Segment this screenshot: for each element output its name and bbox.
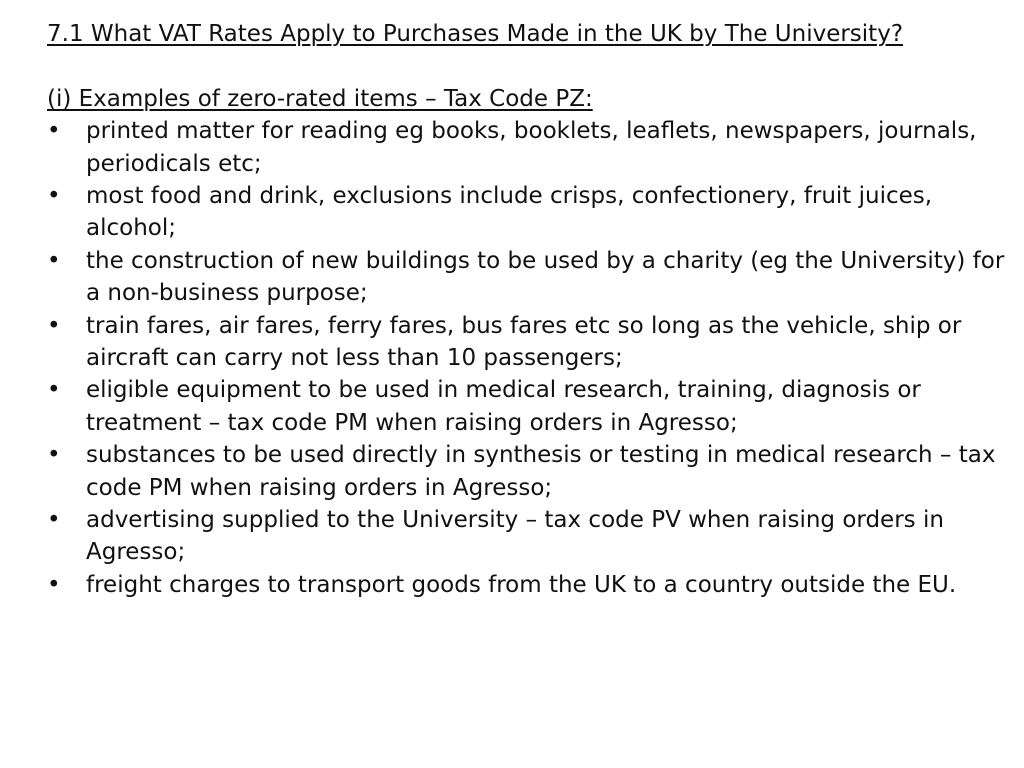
bullet-icon: • bbox=[47, 571, 61, 598]
list-item-text: advertising supplied to the University – tax code PV when raising orders in Agresso; bbox=[86, 507, 944, 566]
bullet-icon: • bbox=[47, 183, 61, 210]
slide-content bbox=[47, 18, 1012, 601]
list-item bbox=[47, 115, 1012, 180]
list-item-text: most food and drink, exclusions include crisps, confectionery, fruit juices, alcohol; bbox=[86, 183, 933, 242]
list-item bbox=[47, 245, 1012, 310]
section-subheading: (i) Examples of zero-rated items – Tax Code PZ: bbox=[47, 85, 593, 112]
bullet-icon: • bbox=[47, 312, 61, 339]
zero-rated-items-list bbox=[47, 115, 1012, 601]
list-item bbox=[47, 569, 1012, 601]
list-item bbox=[47, 374, 1012, 439]
bullet-icon: • bbox=[47, 507, 61, 534]
list-item-text: the construction of new buildings to be used by a charity (eg the University) for a non-business purpose; bbox=[86, 247, 1005, 307]
bullet-icon: • bbox=[47, 377, 61, 404]
list-item bbox=[47, 180, 1012, 245]
bullet-icon: • bbox=[47, 247, 61, 274]
heading-spacer bbox=[47, 50, 1012, 82]
bullet-icon: • bbox=[47, 442, 61, 469]
list-item-text: eligible equipment to be used in medical research, training, diagnosis or treatment – tax code PM when raising orders in Agresso; bbox=[86, 377, 921, 436]
list-item-text: printed matter for reading eg books, booklets, leaflets, newspapers, journals, periodicals etc; bbox=[86, 118, 977, 177]
slide-heading: 7.1 What VAT Rates Apply to Purchases Made in the UK by The University? bbox=[47, 21, 904, 47]
list-item-text: substances to be used directly in synthesis or testing in medical research – tax code PM when raising orders in Agresso; bbox=[86, 442, 996, 501]
list-item bbox=[47, 310, 1012, 375]
list-item bbox=[47, 439, 1012, 504]
list-item-text: freight charges to transport goods from the UK to a country outside the EU. bbox=[86, 571, 957, 598]
bullet-icon: • bbox=[47, 118, 61, 145]
list-item bbox=[47, 504, 1012, 569]
list-item-text: train fares, air fares, ferry fares, bus fares etc so long as the vehicle, ship or aircraft can carry not less than 10 passengers; bbox=[86, 312, 962, 372]
